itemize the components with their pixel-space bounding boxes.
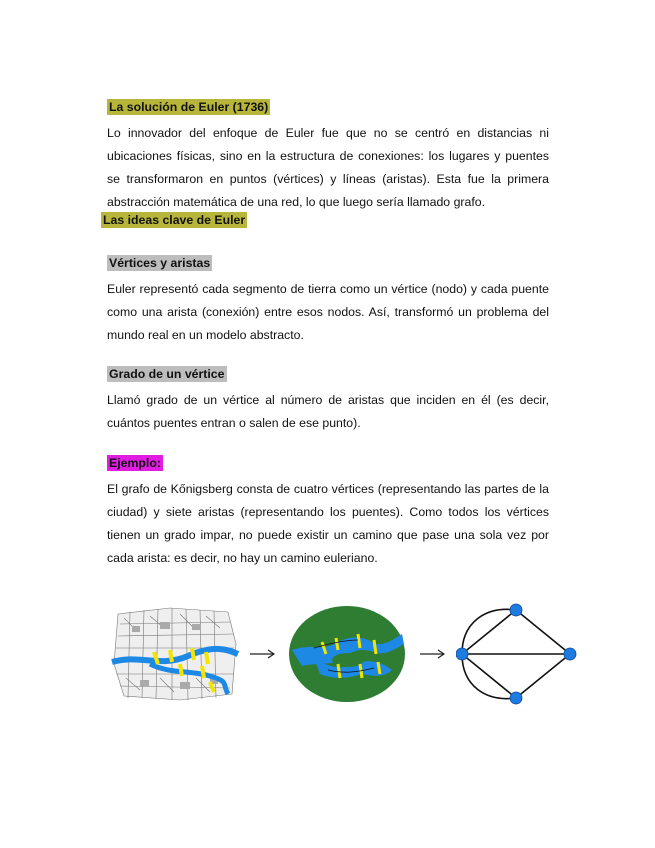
graph-vertex: [510, 604, 522, 616]
graph-edge: [462, 610, 516, 654]
konigsberg-figure: [110, 600, 590, 710]
section-euler-solution: [107, 96, 549, 214]
graph-edge: [516, 654, 570, 698]
konigsberg-graph: [456, 602, 578, 706]
section-paragraph: El grafo de Kőnigsberg consta de cuatro vértices (representando las partes de la ciudad) y siete aristas (representando los puentes). Como todos los vértices tienen un grado impar, no puede existir un camino que pase una sola vez por cada arista: es decir, no hay un camino euleriano.: [107, 482, 549, 565]
section-vertex-degree: [107, 363, 549, 435]
section-example: [107, 452, 549, 570]
section-heading: Ejemplo:: [109, 456, 161, 470]
graph-vertex: [456, 648, 468, 660]
section-heading: Vértices y aristas: [109, 256, 211, 270]
graph-edge: [462, 654, 516, 698]
section-heading: La solución de Euler (1736): [109, 100, 269, 114]
section-heading: Las ideas clave de Euler: [103, 213, 246, 227]
arrow-right-icon: [418, 646, 448, 662]
graph-vertex: [510, 692, 522, 704]
konigsberg-land-water-diagram: [288, 604, 406, 704]
arrow-right-icon: [248, 646, 278, 662]
graph-edge: [516, 610, 570, 654]
section-paragraph: Lo innovador del enfoque de Euler fue que no se centró en distancias ni ubicaciones físicas, sino en la estructura de conexiones: los lugares y puentes se transformaron en puntos (vértices) y líneas (aristas). Esta fue la primera abstracción matemática de una red, lo que luego sería llamado grafo.: [107, 126, 549, 209]
konigsberg-map-image: [110, 604, 240, 704]
section-heading: Grado de un vértice: [109, 367, 225, 381]
section-key-ideas: [101, 209, 543, 232]
section-paragraph: Euler representó cada segmento de tierra como un vértice (nodo) y cada puente como una arista (conexión) entre esos nodos. Así, transformó un problema del mundo real en un modelo abstracto.: [107, 282, 549, 342]
graph-vertex: [564, 648, 576, 660]
section-vertices-edges: [107, 252, 549, 347]
section-paragraph: Llamó grado de un vértice al número de aristas que inciden en él (es decir, cuántos puentes entran o salen de ese punto).: [107, 393, 549, 430]
